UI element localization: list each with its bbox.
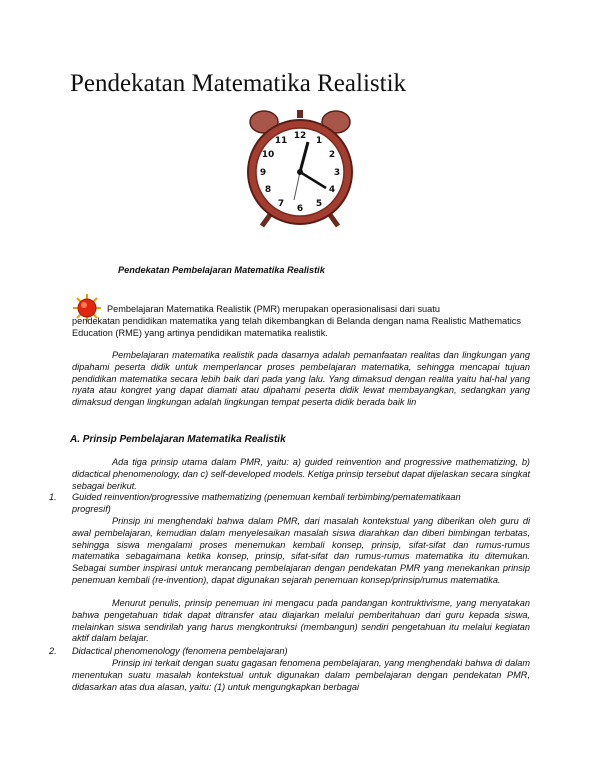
- svg-text:5: 5: [315, 199, 323, 209]
- intro-paragraph-2: Pembelajaran matematika realistik pada dasarnya adalah pemanfaatan realitas dan lingkungan yang dipahami peserta didik untuk memperlancar proses pembelajaran matematika, sehingga mencapai tujuan pendidikan matematika secara lebih baik dari pada yang lalu. Yang dimaksud dengan realita yaitu hal-hal yang nyata atau kongret yang dapat diamati atau dipahami peserta didik lewat membayangkan, sedangkan yang dimaksud dengan lingkungan adalah lingkungan tempat peserta didik berada baik lin: [72, 350, 530, 408]
- list-item-2: [49, 646, 530, 658]
- intro-first-line: Pembelajaran Matematika Realistik (PMR) merupakan operasionalisasi dari suatu: [107, 304, 440, 314]
- alarm-clock-image: [242, 108, 358, 230]
- page-title: Pendekatan Matematika Realistik: [70, 70, 407, 97]
- item2-paragraph-1: Prinsip ini terkait dengan suatu gagasan fenomena pembelajaran, yang menghendaki bahwa di dalam menentukan suatu masalah kontekstual untuk digunakan dalam pembelajaran dengan pendekatan PMR, didasarkan atas dua alasan, yaitu: (1) untuk mengungkapkan berbagai: [72, 658, 530, 692]
- list-number: 1.: [49, 492, 57, 502]
- list-item-title: Guided reinvention/progressive mathematizing (penemuan kembali terbimbing/pematematikaan: [72, 492, 461, 502]
- svg-text:8: 8: [264, 185, 272, 195]
- list-item-title: Didactical phenomenology (fenomena pembelajaran): [72, 646, 288, 656]
- svg-text:11: 11: [274, 136, 288, 146]
- svg-text:6: 6: [296, 204, 304, 214]
- item1-paragraph-1: Prinsip ini menghendaki bahwa dalam PMR, dari masalah kontekstual yang diberikan oleh guru di awal pembelajaran, kemudian dalam menyelesaikan masalah siswa diarahkan dan diberi bimbingan terbatas, sehingga siswa mengalami proses menemukan kembali konsep, prinsip, sifat-sifat dan rumus-rumus matematika sebagaimana ketika konsep, prinsip, sifat-sifat dan rumus-rumus matematika itu ditemukan. Sebagai sumber inspirasi untuk merancang pembelajaran dengan pendekatan PMR yang menekankan prinsip penemuan kembali (re-invention), dapat digunakan sejarah penemuan konsep/prinsip/rumus matematika.: [72, 516, 530, 585]
- svg-text:1: 1: [315, 136, 323, 146]
- svg-text:12: 12: [293, 131, 307, 141]
- svg-text:2: 2: [328, 150, 336, 160]
- list-item-1: [49, 492, 530, 516]
- section-intro: Ada tiga prinsip utama dalam PMR, yaitu: a) guided reinvention and progressive mathematizing, b) didactical phenomenology, dan c) self-developed models. Ketiga prinsip tersebut dapat dijelaskan secara singkat sebagai berikut.: [72, 457, 530, 491]
- intro-rest: pendekatan pendidikan matematika yang telah dikembangkan di Belanda dengan nama Realistic Mathematics Education (RME) yang artinya pendidikan matematika realistik.: [72, 315, 521, 338]
- svg-text:4: 4: [328, 185, 336, 195]
- svg-text:10: 10: [261, 150, 275, 160]
- list-item-title-continued: progresif): [72, 503, 111, 514]
- list-number: 2.: [49, 646, 57, 656]
- intro-paragraph: [72, 304, 530, 339]
- subheading: Pendekatan Pembelajaran Matematika Realistik: [118, 265, 325, 275]
- svg-text:3: 3: [333, 168, 341, 178]
- section-heading: A. Prinsip Pembelajaran Matematika Realistik: [70, 434, 286, 445]
- item1-paragraph-2: Menurut penulis, prinsip penemuan ini mengacu pada pandangan kontruktivisme, yang menyatakan bahwa pengetahuan tidak dapat ditransfer atau diajarkan melalui pemberitahuan dari guru kepada siswa, melainkan siswa sendirilah yang harus mengkontruksi (membangun) sendiri pengetahuan itu melalui kegiatan aktif dalam belajar.: [72, 598, 530, 644]
- svg-text:9: 9: [259, 168, 267, 178]
- svg-text:7: 7: [277, 199, 285, 209]
